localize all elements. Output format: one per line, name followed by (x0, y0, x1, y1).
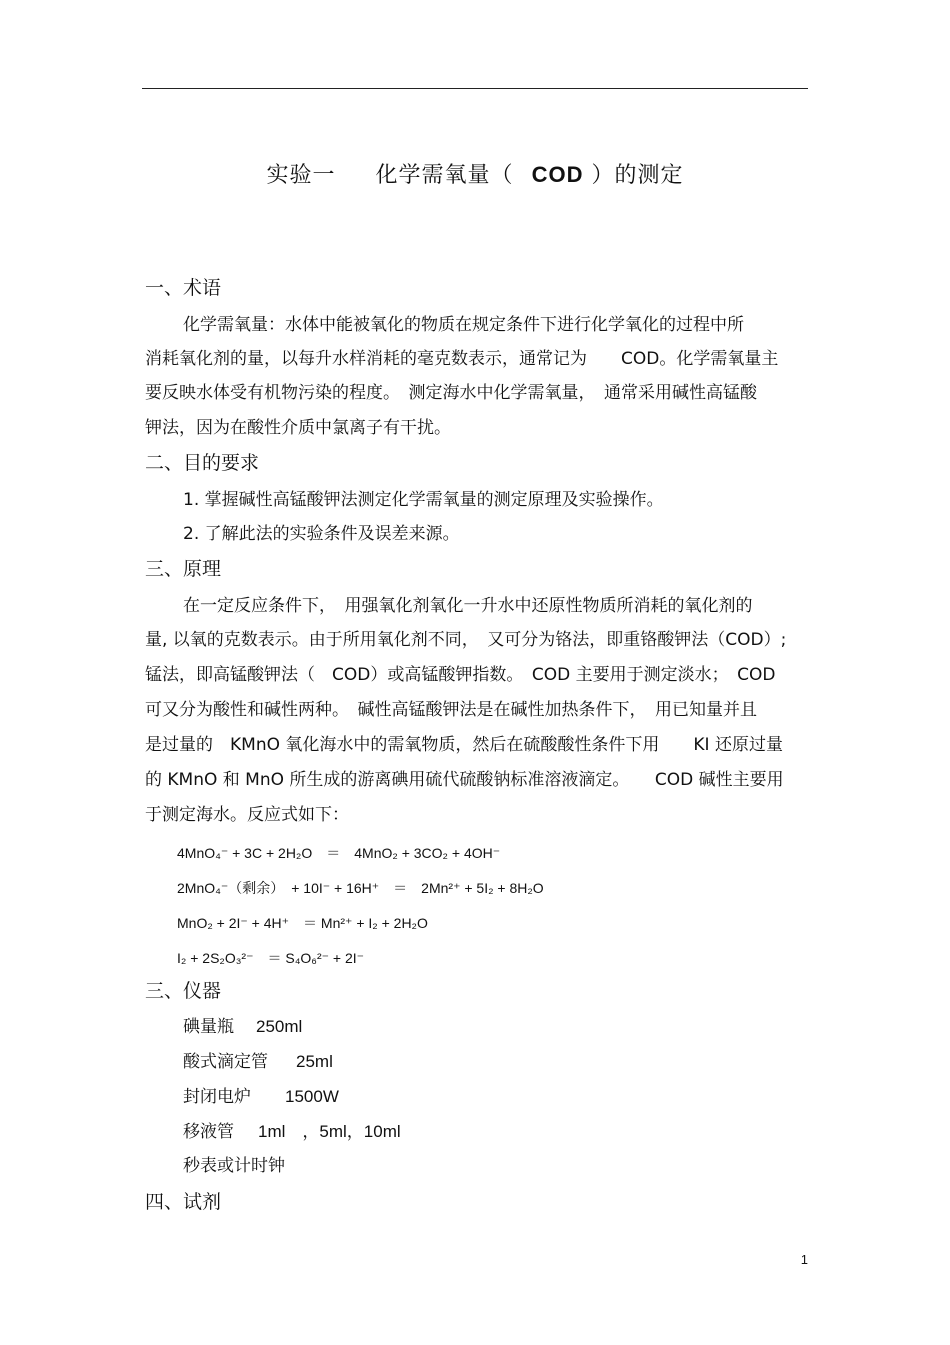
page-title: 实验一 化学需氧量（ COD ）的测定 (266, 162, 684, 188)
reaction-equation: 4MnO₄⁻ + 3C + 2H₂O ＝ 4MnO₂ + 3CO₂ + 4OH⁻ (177, 845, 501, 861)
reaction-equation: 2MnO₄⁻（剩余） + 10I⁻ + 16H⁺ ＝ 2Mn²⁺ + 5I₂ + 8H₂O (177, 880, 544, 896)
paragraph-line: 是过量的 KMnO 氧化海水中的需氧物质，然后在硫酸酸性条件下用 KI 还原过量 (145, 735, 783, 755)
section-heading-apparatus: 三、仪器 (145, 980, 222, 1002)
section-heading-objectives: 二、目的要求 (145, 452, 260, 474)
header-rule (142, 88, 808, 89)
apparatus-item: 酸式滴定管 25ml (183, 1052, 333, 1072)
apparatus-item: 封闭电炉 1500W (183, 1087, 339, 1107)
reaction-equation: I₂ + 2S₂O₃²⁻ ＝ S₄O₆²⁻ + 2I⁻ (177, 950, 365, 966)
apparatus-item: 秒表或计时钟 (183, 1156, 285, 1176)
paragraph-line: 要反映水体受有机物污染的程度。 测定海水中化学需氧量， 通常采用碱性高锰酸 (145, 383, 757, 403)
apparatus-item: 移液管 1ml ，5ml，10ml (183, 1122, 401, 1142)
paragraph-line: 在一定反应条件下， 用强氧化剂氧化一升水中还原性物质所消耗的氧化剂的 (183, 596, 753, 616)
paragraph-line: 化学需氧量：水体中能被氧化的物质在规定条件下进行化学氧化的过程中所 (183, 315, 744, 335)
apparatus-item: 碘量瓶 250ml (183, 1017, 303, 1037)
paragraph-line: 量, 以氧的克数表示。由于所用氧化剂不同， 又可分为铬法，即重铬酸钾法（COD）; (145, 630, 787, 650)
paragraph-line: 消耗氧化剂的量，以每升水样消耗的毫克数表示，通常记为 COD。化学需氧量主 (145, 349, 779, 369)
list-item: 2. 了解此法的实验条件及误差来源。 (183, 524, 460, 544)
section-heading-principle: 三、原理 (145, 558, 222, 580)
paragraph-line: 可又分为酸性和碱性两种。 碱性高锰酸钾法是在碱性加热条件下， 用已知量并且 (145, 700, 757, 720)
section-heading-reagents: 四、试剂 (145, 1191, 222, 1213)
page-number: 1 (800, 1252, 808, 1267)
reaction-equation: MnO₂ + 2I⁻ + 4H⁺ ＝ Mn²⁺ + I₂ + 2H₂O (177, 915, 428, 931)
paragraph-line: 的 KMnO 和 MnO 所生成的游离碘用硫代硫酸钠标准溶液滴定。 COD 碱性主要用 (145, 770, 784, 790)
section-heading-terms: 一、术语 (145, 277, 222, 299)
list-item: 1. 掌握碱性高锰酸钾法测定化学需氧量的测定原理及实验操作。 (183, 490, 664, 510)
paragraph-line: 锰法，即高锰酸钾法（ COD）或高锰酸钾指数。 COD 主要用于测定淡水； COD (145, 665, 776, 685)
paragraph-line: 于测定海水。反应式如下： (145, 805, 349, 825)
paragraph-line: 钾法，因为在酸性介质中氯离子有干扰。 (145, 418, 451, 438)
